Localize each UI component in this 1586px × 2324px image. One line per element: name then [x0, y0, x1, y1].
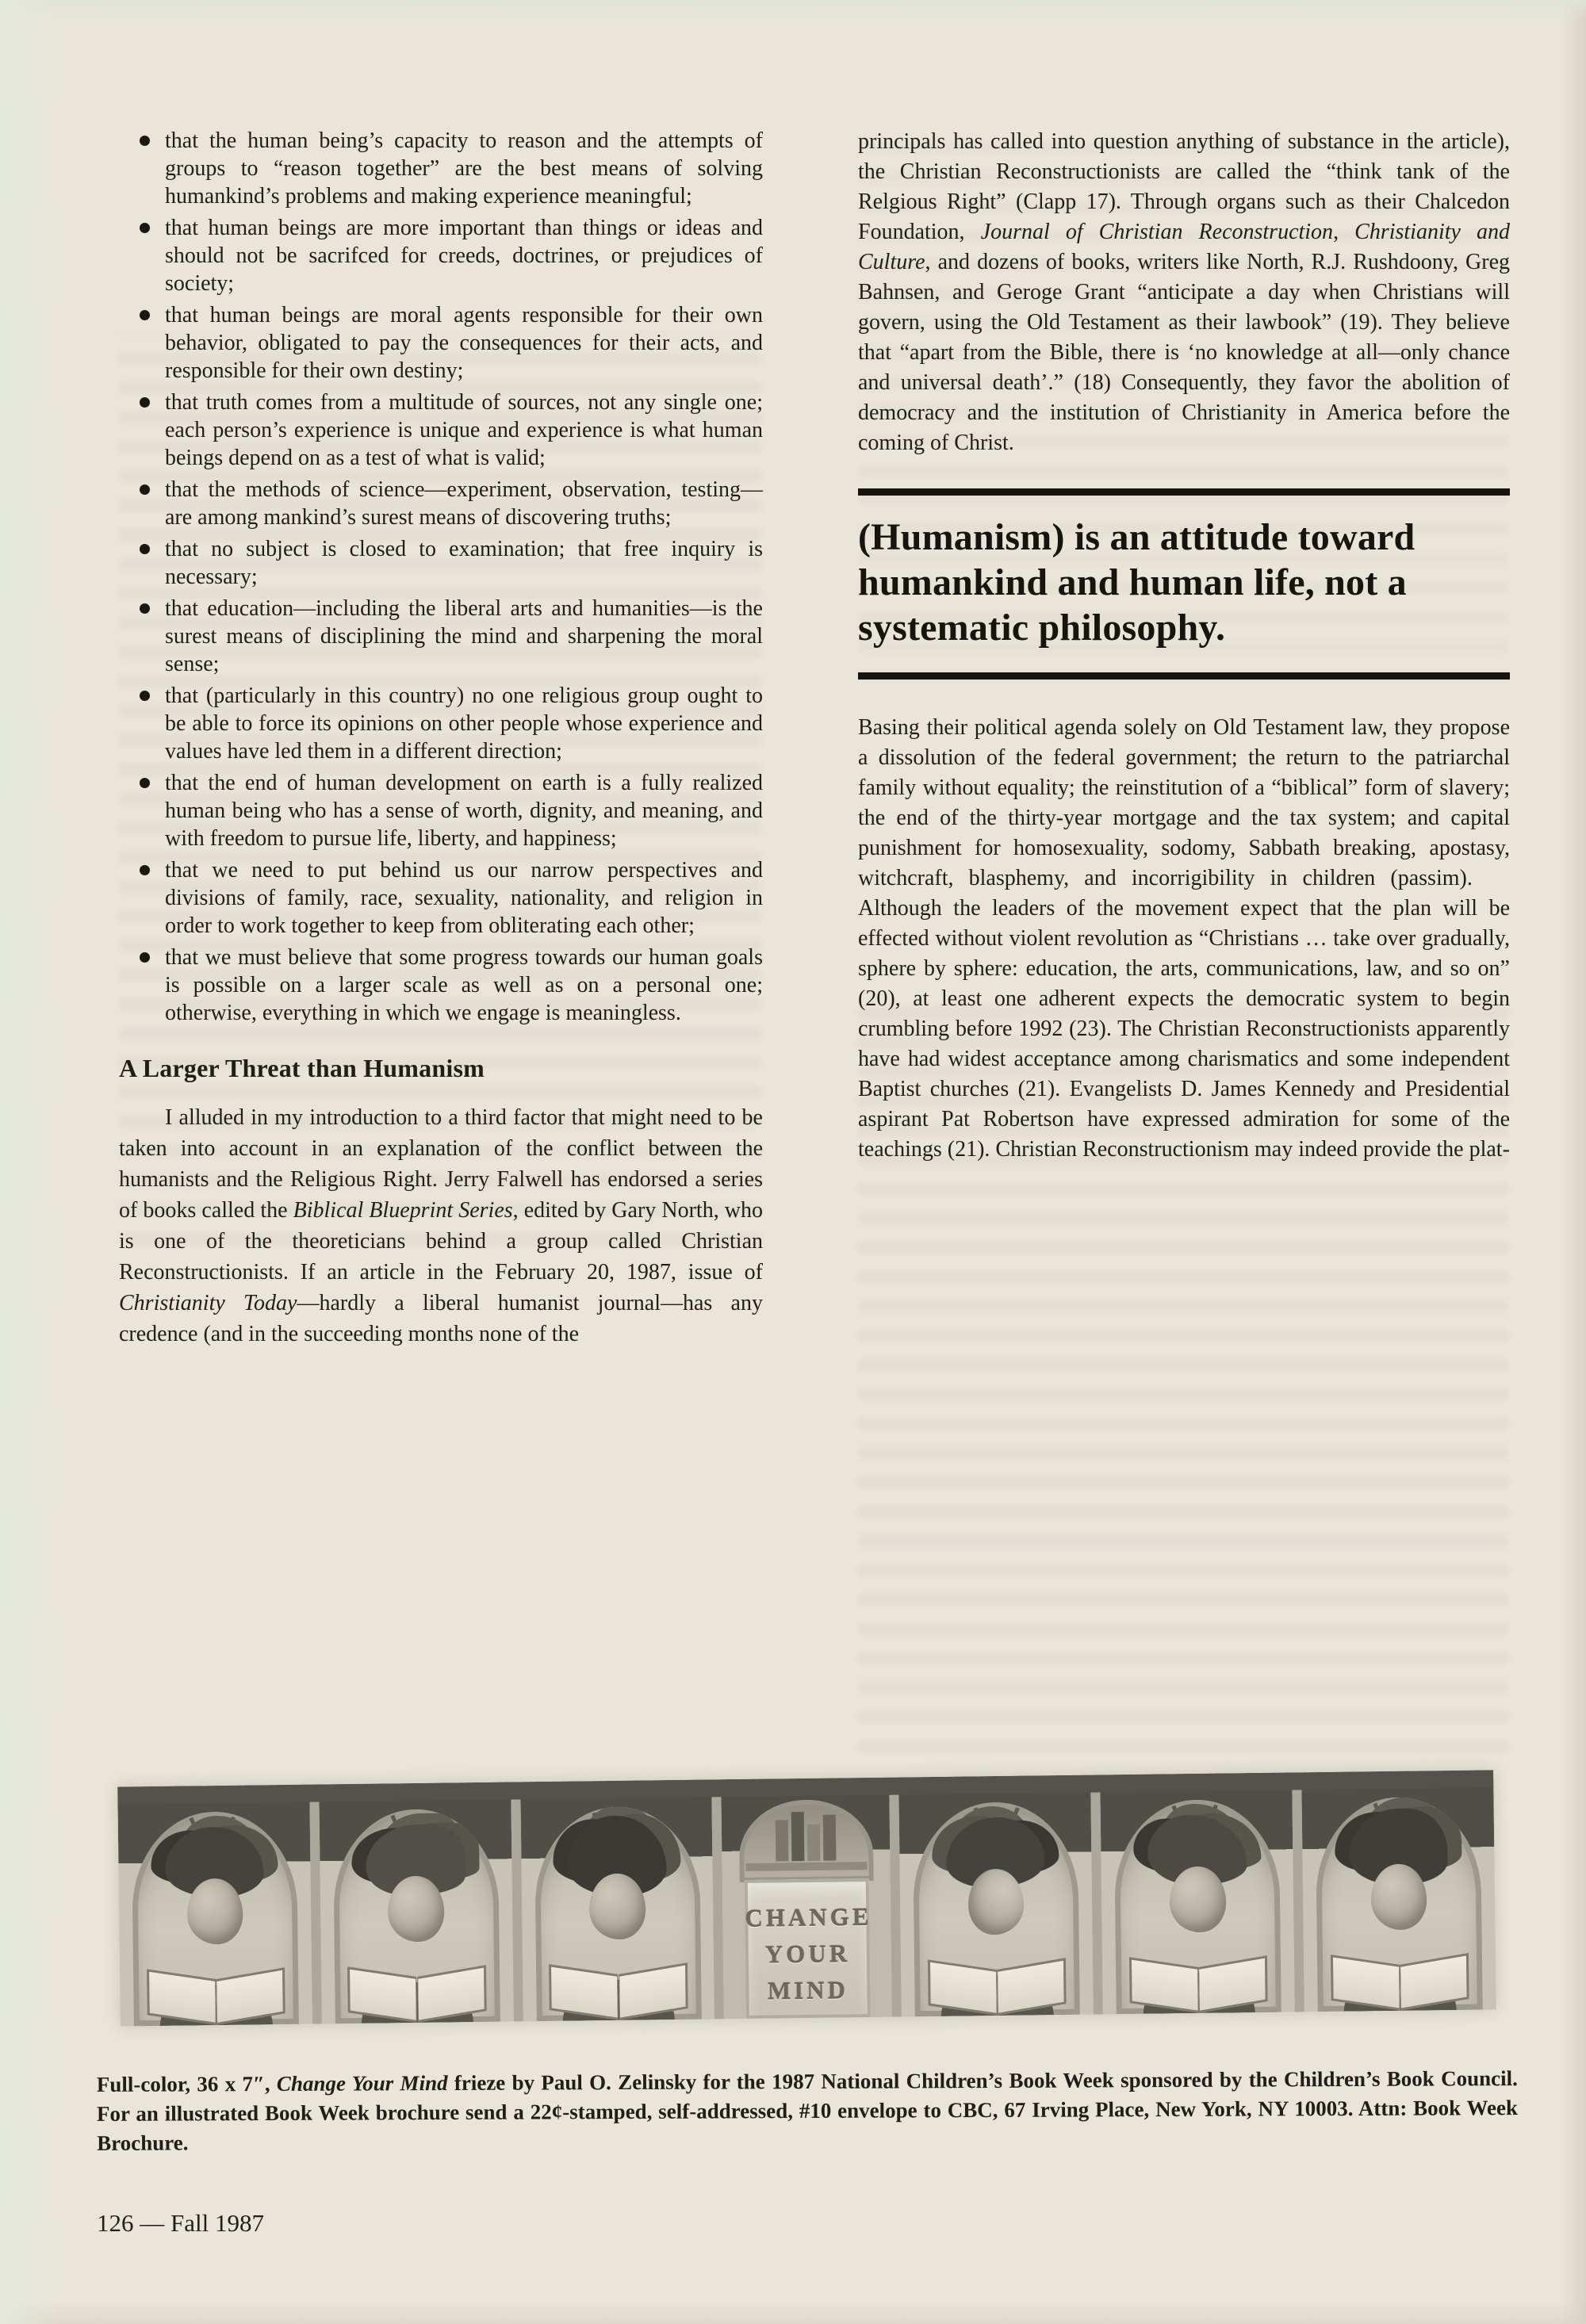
bullet-dot-icon: [140, 397, 150, 408]
pull-quote-rule-bottom: [858, 672, 1510, 680]
open-book-icon: [1129, 1959, 1269, 2014]
humanist-beliefs-list: [119, 127, 763, 1027]
frieze-title-line: MIND: [767, 1976, 849, 2005]
frieze-arch: [1316, 1797, 1483, 2012]
open-book-icon: [549, 1966, 688, 2021]
child-reading-figure: [534, 1806, 701, 2021]
child-reading-figure: [1114, 1799, 1281, 2014]
belief-bullet: [119, 127, 763, 210]
pull-quote-block: [858, 488, 1510, 680]
belief-bullet: [119, 214, 763, 297]
belief-text: that truth comes from a multitude of sources, not any single one; each person’s experience is unique and experience is what human beings depend on as a test of what is valid;: [165, 390, 763, 470]
frieze-bay: [890, 1775, 1094, 2017]
belief-text: that the human being’s capacity to reason and the attempts of groups to “reason together” are the best means of solving humankind’s problems and making experience meaningful;: [165, 128, 763, 209]
bullet-dot-icon: [140, 691, 150, 701]
child-reading-figure: [1316, 1797, 1483, 2012]
belief-bullet: [119, 301, 763, 385]
belief-bullet: [119, 682, 763, 765]
belief-text: that we need to put behind us our narrow perspectives and divisions of family, race, sexuality, nationality, and religion in order to work together to keep from obliterating each other;: [165, 858, 763, 938]
left-column: [119, 127, 763, 1372]
frieze-title-line: CHANGE: [745, 1902, 872, 1932]
belief-text: that human beings are more important than things or ideas and should not be sacrifced for creeds, doctrines, or prejudices of society;: [165, 216, 763, 296]
belief-text: that no subject is closed to examination; that free inquiry is necessary;: [165, 537, 763, 589]
bullet-dot-icon: [140, 544, 150, 554]
frieze-arch: [534, 1806, 701, 2021]
bullet-dot-icon: [140, 778, 150, 788]
bullet-dot-icon: [140, 310, 150, 320]
book-spine: [776, 1821, 789, 1862]
belief-text: that the end of human development on earth is a fully realized human being who has a sense of worth, dignity, and meaning, and with freedom to pursue life, liberty, and happiness;: [165, 771, 763, 851]
right-column: [858, 127, 1510, 1187]
section-heading: A Larger Threat than Humanism: [119, 1054, 485, 1082]
frieze-title: [745, 1895, 871, 2014]
change-your-mind-frieze-photo: [117, 1770, 1496, 2026]
belief-bullet: [119, 769, 763, 852]
frieze-bay: [117, 1785, 312, 2027]
frieze-bay: [1090, 1773, 1294, 2015]
belief-bullet: [119, 389, 763, 472]
belief-text: that we must believe that some progress towards our human goals is possible on a larger scale as well as on a personal one; otherwise, everything in which we engage is meaningless.: [165, 945, 763, 1025]
belief-bullet: [119, 856, 763, 940]
frieze-bay: [309, 1782, 513, 2024]
article-paragraph: Basing their political agenda solely on Old Testament law, they propose a dissolution of the federal government; the return to the patriarchal family without equality; the reinstitution of a “biblical” form of slavery; the end of the thirty-year mortgage and the tax system; and capital punishment for homosexuality, sodomy, Sabbath breaking, apostasy, witchcraft, blasphemy, and incorrigibility in children (passim). Although the leaders of the movement expect that the plan will be effected without violent revolution as “Christians … take over gradually, sphere by sphere: education, the arts, communications, law, and so on” (20), at least one adherent expects the democratic system to begin crumbling before 1992 (23). The Christian Reconstructionists apparently have had widest acceptance among charismatics and some independent Baptist churches (21). Evangelists D. James Kennedy and Presidential aspirant Pat Robertson have expressed admiration for some of the teachings (21). Christian Reconstructionism may indeed provide the plat-: [858, 715, 1510, 1162]
frieze-arch: [332, 1809, 500, 2023]
child-reading-figure: [132, 1811, 299, 2026]
frieze-bay: [1292, 1770, 1496, 2012]
belief-bullet: [119, 595, 763, 678]
pull-quote-rule-top: [858, 488, 1510, 496]
child-reading-figure: [913, 1801, 1080, 2016]
frieze-center-bay: [712, 1778, 893, 2020]
open-book-icon: [347, 1969, 487, 2023]
page-number-footer: 126 — Fall 1987: [97, 2209, 264, 2237]
frieze-arch: [913, 1801, 1080, 2016]
child-reading-figure: [332, 1809, 500, 2023]
open-book-icon: [1331, 1957, 1470, 2012]
photo-caption: Full-color, 36 x 7″, Change Your Mind frieze by Paul O. Zelinsky for the 1987 National Children’s Book Week sponsored by the Children’s Book Council. For an illustrated Book Week brochure send a 22¢-stamped, self-addressed, #10 envelope to CBC, 67 Irving Place, New York, NY 10003. Attn: Book Week Brochure.: [96, 2066, 1519, 2155]
belief-bullet: [119, 476, 763, 531]
bullet-dot-icon: [140, 865, 150, 875]
open-book-icon: [147, 1971, 286, 2026]
open-book-icon: [928, 1962, 1067, 2016]
book-spine: [791, 1812, 805, 1861]
stone-shelf: [746, 1862, 868, 1871]
frieze-arcade: [117, 1770, 1496, 2026]
bullet-dot-icon: [140, 603, 150, 614]
belief-text: that human beings are moral agents responsible for their own behavior, obligated to pay the consequences for their acts, and responsible for their own destiny;: [165, 303, 763, 383]
belief-text: that (particularly in this country) no one religious group ought to be able to force its opinions on other people whose experience and values have led them in a different direction;: [165, 683, 763, 764]
belief-text: that education—including the liberal arts and humanities—is the surest means of disciplining the mind and sharpening the moral sense;: [165, 596, 763, 676]
frieze-bay: [511, 1779, 714, 2021]
frieze-arch: [1114, 1799, 1281, 2014]
bullet-dot-icon: [140, 136, 150, 146]
intro-paragraph: I alluded in my introduction to a third factor that might need to be taken into account in an explanation of the conflict between the humanists and the Religious Right. Jerry Falwell has endorsed a series of books called the Biblical Blueprint Series, edited by Gary North, who is one of the theoreticians behind a group called Christian Reconstructionists. If an article in the February 20, 1987, issue of Christianity Today—hardly a liberal humanist journal—has any credence (and in the succeeding months none of the: [119, 1105, 763, 1346]
article-paragraph: principals has called into question anything of substance in the article), the Christian Reconstructionists are called the “think tank of the Relgious Right” (Clapp 17). Through organs such as their Chalcedon Foundation, Journal of Christian Reconstruction, Christianity and Culture, and dozens of books, writers like North, R.J. Rushdoony, Greg Bahnsen, and Geroge Grant “anticipate a day when Christians will govern, using the Old Testament as their lawbook” (19). They believe that “apart from the Bible, there is ‘no knowledge at all—only chance and universal death’.” (18) Consequently, they favor the abolition of democracy and the institution of Christianity in America before the coming of Christ.: [858, 129, 1511, 455]
bullet-dot-icon: [140, 223, 150, 233]
book-spine: [823, 1815, 837, 1861]
belief-bullet: [119, 944, 763, 1027]
frieze-arch: [132, 1811, 299, 2026]
frieze-title-line: YOUR: [764, 1939, 851, 1969]
belief-text: that the methods of science—experiment, observation, testing—are among mankind’s surest means of discovering truths;: [165, 477, 763, 530]
bullet-dot-icon: [140, 952, 150, 963]
frieze-center-panel: [745, 1878, 871, 2019]
book-spine: [807, 1824, 821, 1861]
belief-bullet: [119, 535, 763, 591]
pull-quote: (Humanism) is an attitude toward humankind and human life, not a systematic philosophy.: [858, 516, 1416, 649]
bullet-dot-icon: [140, 484, 150, 495]
stacked-books-icon: [776, 1812, 837, 1862]
